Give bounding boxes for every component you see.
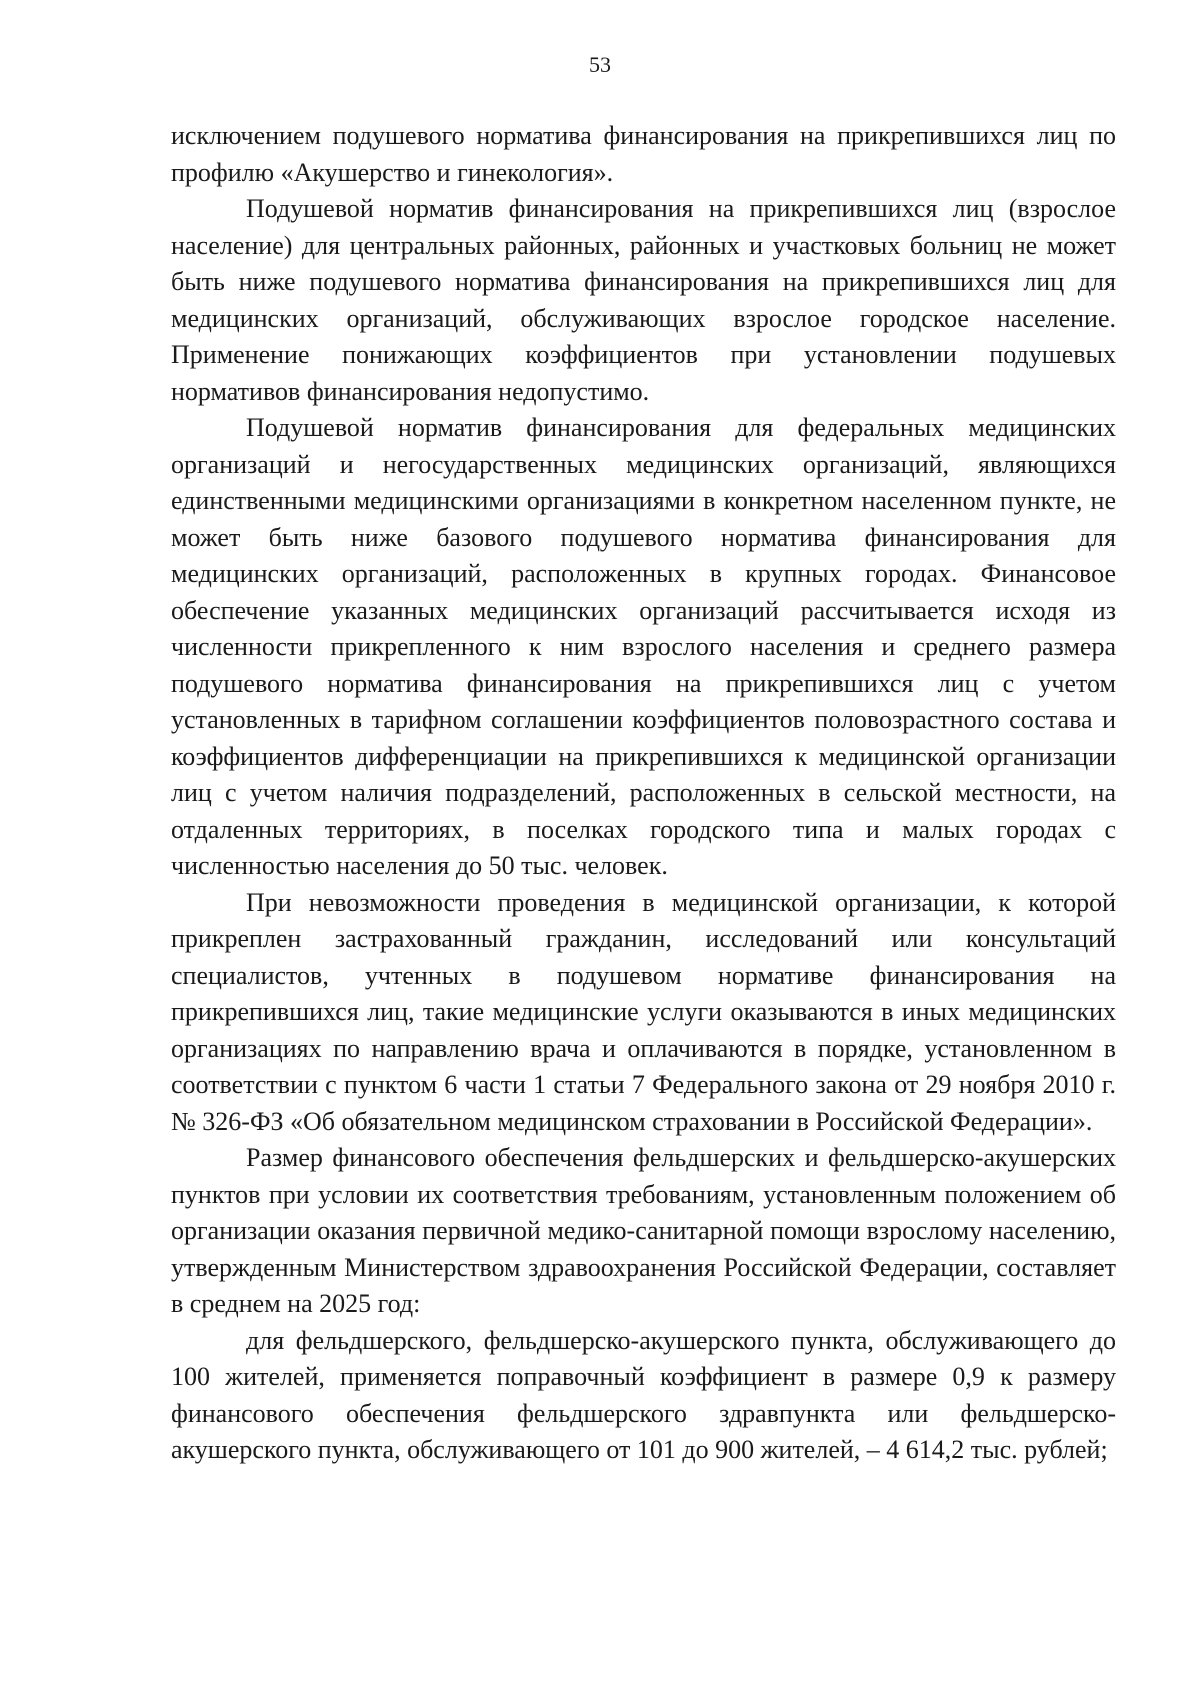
- paragraph-attached-adults-norm: Подушевой норматив финансирования на прикрепившихся лиц (взрослое население) для центральных районных, районных и участковых больниц не может быть ниже подушевого норматива финансирования на прикрепившихся лиц для медицинских организаций, обслуживающих взрослое городское население. Применение понижающих коэффициентов при установлении подушевых нормативов финансирования недопустимо.: [171, 194, 1116, 406]
- page-number: 53: [589, 52, 611, 77]
- paragraph-feldsher-points-funding: Размер финансового обеспечения фельдшерских и фельдшерско-акушерских пунктов при условии их соответствия требованиям, установленным положением об организации оказания первичной медико-санитарной помощи взрослому населению, утвержденным Министерством здравоохранения Российской Федерации, составляет в среднем на 2025 год:: [171, 1143, 1116, 1318]
- paragraph-feldsher-up-to-100: для фельдшерского, фельдшерско-акушерского пункта, обслуживающего до 100 жителей, применяется поправочный коэффициент в размере 0,9 к размеру финансового обеспечения фельдшерского здравпункта или фельдшерско-акушерского пункта, обслуживающего от 101 до 900 жителей, – 4 614,2 тыс. рублей;: [171, 1325, 1116, 1464]
- paragraph-services-by-referral: При невозможности проведения в медицинской организации, к которой прикреплен застрахованный гражданин, исследований или консультаций специалистов, учтенных в подушевом нормативе финансирования на прикрепившихся лиц, такие медицинские услуги оказываются в иных медицинских организациях по направлению врача и оплачиваются в порядке, установленном в соответствии с пунктом 6 части 1 статьи 7 Федерального закона от 29 ноября 2010 г. № 326-ФЗ «Об обязательном медицинском страховании в Российской Федерации».: [171, 887, 1116, 1136]
- document-body: [171, 118, 1116, 1469]
- paragraph-continuation: исключением подушевого норматива финансирования на прикрепившихся лиц по профилю «Акушерство и гинекология».: [171, 121, 1116, 187]
- paragraph-federal-organizations-norm: Подушевой норматив финансирования для федеральных медицинских организаций и негосударственных медицинских организаций, являющихся единственными медицинскими организациями в конкретном населенном пункте, не может быть ниже базового подушевого норматива финансирования для медицинских организаций, расположенных в крупных городах. Финансовое обеспечение указанных медицинских организаций рассчитывается исходя из численности прикрепленного к ним взрослого населения и среднего размера подушевого норматива финансирования на прикрепившихся лиц с учетом установленных в тарифном соглашении коэффициентов половозрастного состава и коэффициентов дифференциации на прикрепившихся к медицинской организации лиц с учетом наличия подразделений, расположенных в сельской местности, на отдаленных территориях, в поселках городского типа и малых городах с численностью населения до 50 тыс. человек.: [171, 413, 1116, 880]
